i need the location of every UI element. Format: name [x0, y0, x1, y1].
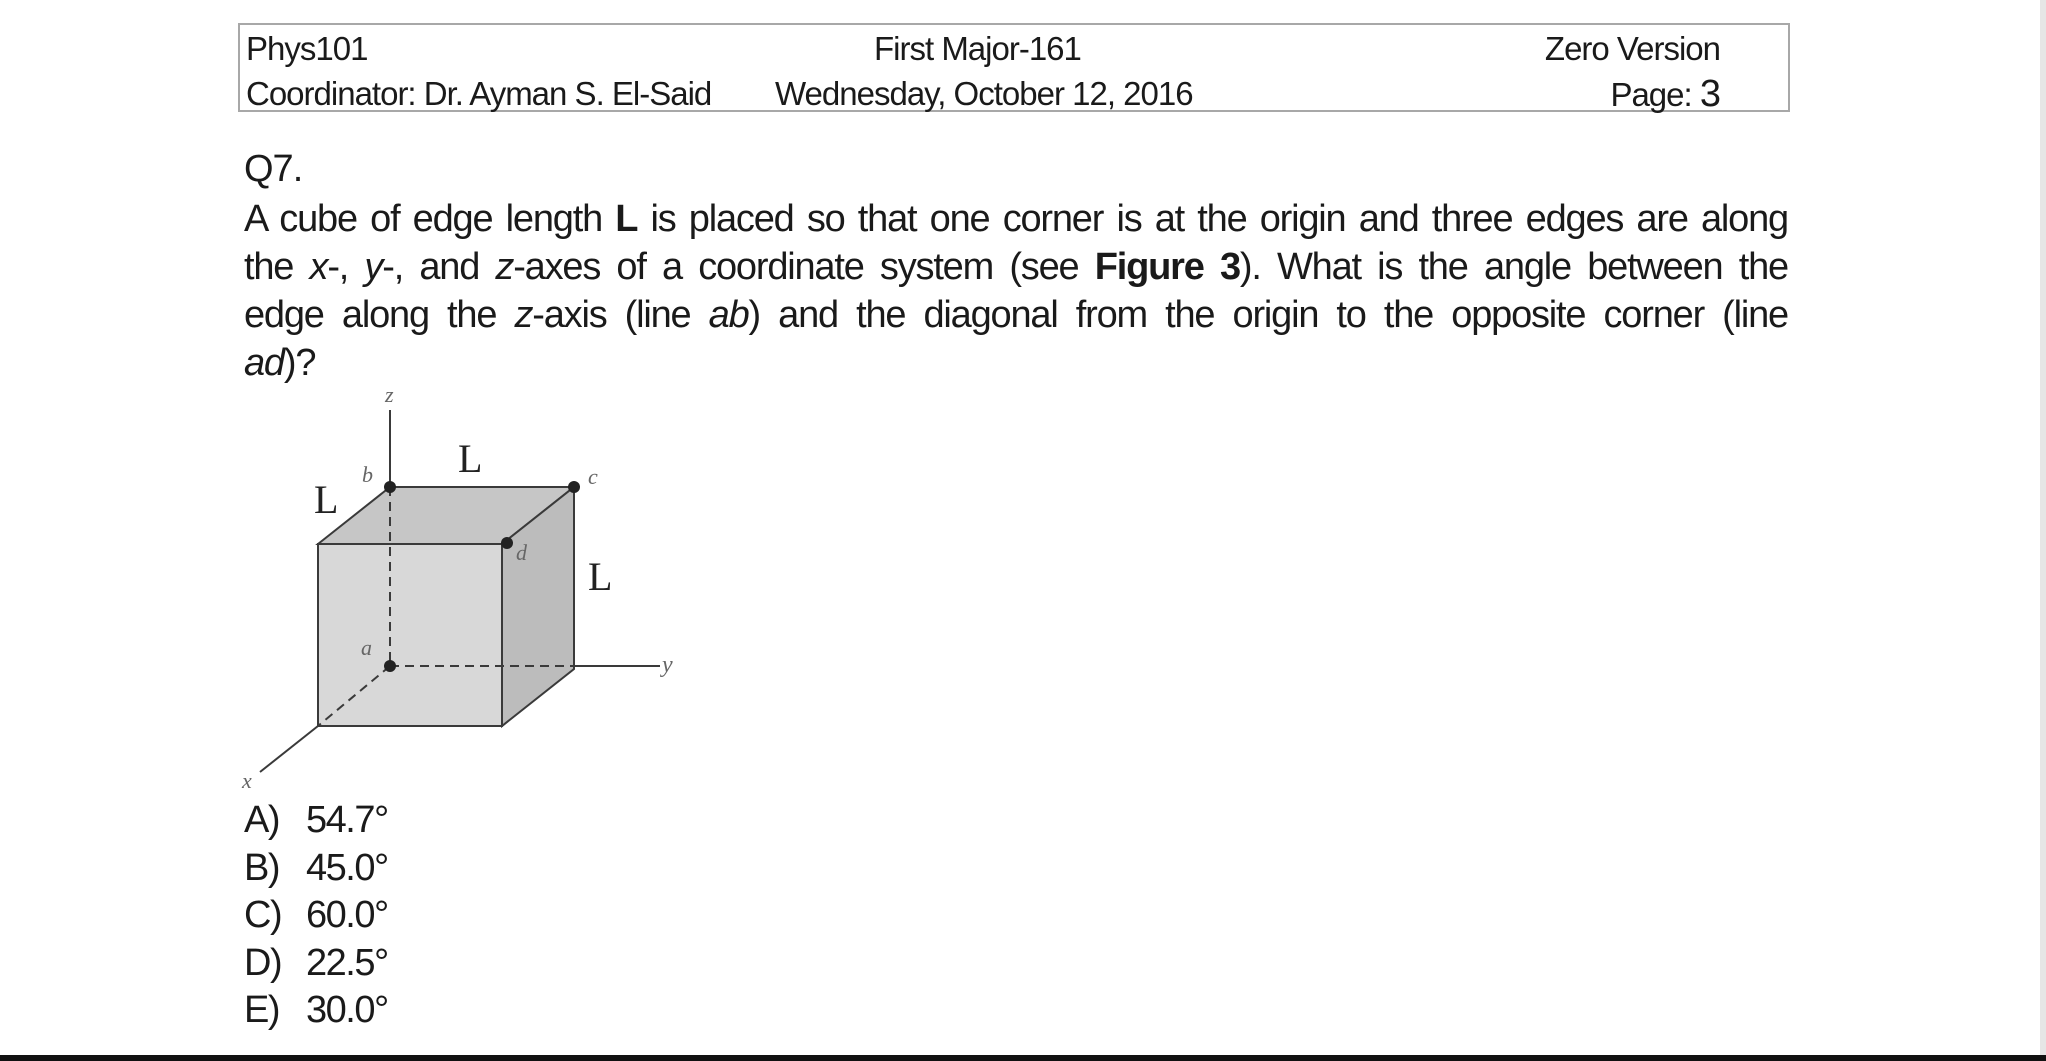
choice-a	[244, 797, 388, 845]
edge-label-top: L	[458, 436, 483, 481]
axis-y-label: y	[662, 652, 673, 678]
exam-header	[238, 23, 1790, 115]
question-line	[244, 243, 1788, 291]
choice-letter: C)	[244, 894, 282, 936]
choice-text: 22.5°	[306, 941, 388, 984]
point-b-dot	[384, 481, 396, 493]
text-run: -axis (line	[532, 294, 709, 336]
text-run-italic: z	[514, 294, 533, 336]
page-indicator	[1610, 75, 1720, 113]
choice-text: 30.0°	[306, 989, 388, 1031]
choice-text: 60.0°	[306, 894, 388, 936]
choice-c	[244, 892, 388, 940]
page-edge-bottom	[0, 1055, 2046, 1061]
coordinator: Coordinator: Dr. Ayman S. El-Said	[246, 75, 712, 112]
choice-letter: D)	[244, 941, 282, 984]
text-run: -,	[327, 246, 365, 288]
text-run-italic: y	[364, 246, 383, 288]
exam-version: Zero Version	[1544, 30, 1720, 67]
question-line	[244, 195, 1788, 243]
choice-d	[244, 940, 388, 988]
choice-e	[244, 987, 388, 1035]
text-run: ) and the diagonal from the origin to the opposite corner (line	[748, 294, 1788, 336]
axis-z-label: z	[385, 382, 394, 407]
edge-label-right: L	[588, 554, 613, 599]
cube-figure	[230, 380, 690, 800]
point-c-dot	[568, 481, 580, 493]
text-run: )?	[283, 342, 316, 384]
x-axis-line	[260, 726, 318, 772]
page-label: Page:	[1610, 76, 1692, 113]
question-line	[244, 291, 1788, 339]
axis-x-label: x	[242, 768, 252, 793]
text-run: A cube of edge length	[244, 198, 616, 240]
text-run-italic: x	[309, 246, 328, 288]
course-code: Phys101	[246, 30, 368, 67]
question-text	[244, 195, 1788, 387]
cube-diagram	[230, 380, 690, 800]
cube-front-face	[318, 544, 502, 726]
text-run: ). What is the angle between the	[1239, 246, 1788, 288]
text-run-italic: z	[495, 246, 514, 288]
choice-b	[244, 845, 388, 893]
point-c-label: c	[588, 464, 598, 489]
point-b-label: b	[362, 462, 373, 487]
text-run: the	[244, 246, 310, 288]
edge-label-left: L	[314, 477, 339, 522]
choice-text: 54.7°	[306, 799, 388, 841]
text-run-italic: ad	[244, 342, 284, 384]
choice-letter: A)	[244, 799, 279, 841]
point-a-dot	[384, 660, 396, 672]
point-d-dot	[501, 537, 513, 549]
point-a-label: a	[361, 635, 372, 660]
point-d-label: d	[516, 540, 527, 565]
figure-reference: Figure 3	[1094, 246, 1240, 288]
text-run: -axes of a coordinate system (see	[513, 246, 1095, 288]
text-run-italic: ab	[708, 294, 749, 336]
text-run: is placed so that one corner is at the origin and three edges are along	[637, 198, 1788, 240]
answer-choices	[244, 797, 388, 1035]
exam-title: First Major-161	[874, 30, 1081, 67]
text-run: edge along the	[244, 294, 515, 336]
choice-letter: B)	[244, 846, 279, 889]
choice-text: 45.0°	[306, 846, 388, 889]
text-run-bold: L	[615, 198, 638, 240]
choice-letter: E)	[244, 989, 279, 1031]
page-number: 3	[1699, 73, 1720, 115]
page-edge-right	[2040, 0, 2046, 1061]
exam-date: Wednesday, October 12, 2016	[775, 75, 1193, 112]
question-number: Q7.	[244, 148, 303, 190]
text-run: -, and	[382, 246, 496, 288]
